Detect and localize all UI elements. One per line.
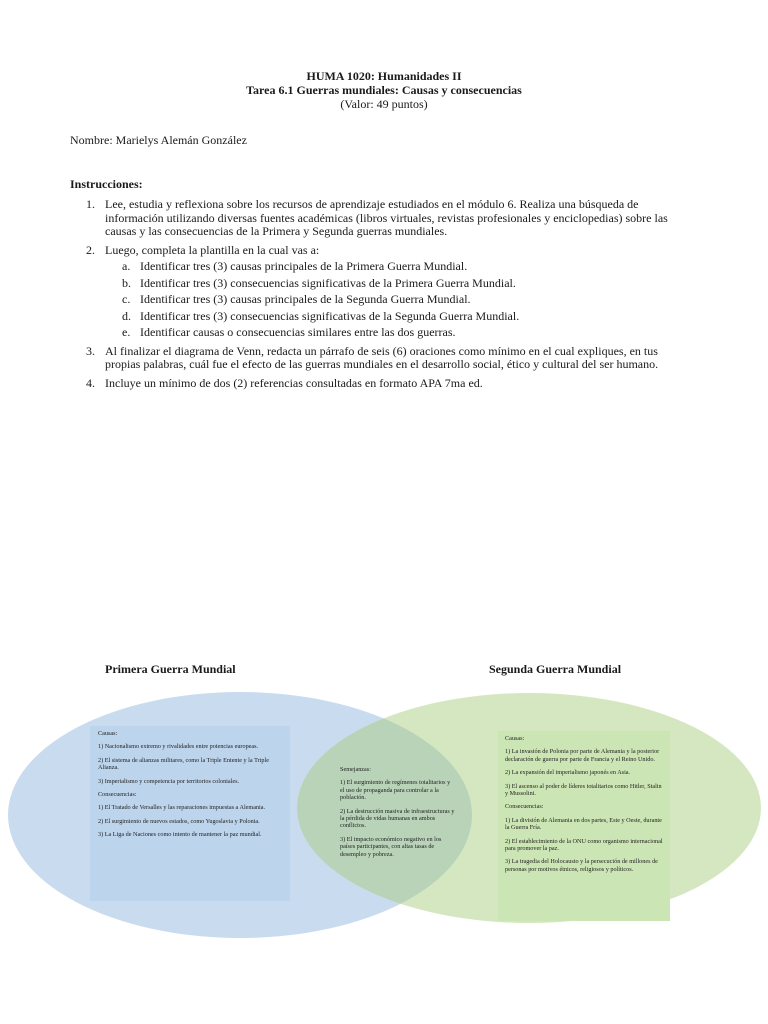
consequence-item: 3) La tragedia del Holocausto y la persecución de millones de personas por motivos étnicos, religiosos y políticos. <box>505 858 658 873</box>
subitem-text: Identificar causas o consecuencias similares entre las dos guerras. <box>140 325 456 339</box>
subitem-text: Identificar tres (3) causas principales de la Primera Guerra Mundial. <box>140 259 468 273</box>
instruction-text: Incluye un mínimo de dos (2) referencias consultadas en formato APA 7ma ed. <box>105 375 483 390</box>
consequences-label: Consecuencias: <box>505 803 544 811</box>
cause-item: 3) Imperialismo y competencia por territorios coloniales. <box>98 777 240 785</box>
venn-right-title: Segunda Guerra Mundial <box>489 662 622 676</box>
subitem-text: Identificar tres (3) consecuencias significativas de la Segunda Guerra Mundial. <box>140 308 520 323</box>
instruction-number: 2. <box>86 242 95 257</box>
consequence-item: 1) El Tratado de Versalles y las reparaciones impuestas a Alemania. <box>98 804 266 812</box>
similarity-item: 3) El impacto económico negativo en los países participantes, con altas tasas de desempleo y pobreza. <box>340 835 442 858</box>
venn-left-title: Primera Guerra Mundial <box>105 662 236 676</box>
consequence-item: 3) La Liga de Naciones como intento de mantener la paz mundial. <box>98 831 262 839</box>
subitem-letter: e. <box>122 325 131 339</box>
similarity-item: 2) La destrucción masiva de infraestructuras y la pérdida de vidas humanas en ambos conflictos. <box>340 807 455 830</box>
consequence-item: 2) El establecimiento de la ONU como organismo internacional para promover la paz. <box>505 837 663 853</box>
instruction-text: Al finalizar el diagrama de Venn, redacta un párrafo de seis (6) oraciones como mínimo en el cual expliques, en tus propias palabras, cuál fue el efecto de las guerras mundiales en el desarrollo social, ético y cultural del ser humano. <box>105 343 659 371</box>
cause-item: 1) La invasión de Polonia por parte de Alemania y la posterior declaración de guerra por parte de Francia y el Reino Unido. <box>505 748 660 763</box>
task-title: Tarea 6.1 Guerras mundiales: Causas y consecuencias <box>246 83 522 97</box>
subitem-letter: b. <box>122 275 131 290</box>
cause-item: 1) Nacionalismo extremo y rivalidades entre potencias europeas. <box>98 743 259 751</box>
instruction-number: 4. <box>86 375 95 390</box>
cause-item: 2) La expansión del imperialismo japonés en Asia. <box>505 769 631 777</box>
cause-item: 2) El sistema de alianzas militares, como la Triple Entente y la Triple Alianza. <box>98 756 269 772</box>
subitem-text: Identificar tres (3) causas principales de la Segunda Guerra Mundial. <box>140 292 471 306</box>
cause-item: 3) El ascenso al poder de líderes totalitarios como Hitler, Stalin y Mussolini. <box>505 782 662 798</box>
subitem-letter: d. <box>122 308 131 323</box>
subitem-text: Identificar tres (3) consecuencias significativas de la Primera Guerra Mundial. <box>140 275 516 290</box>
subitem-letter: c. <box>122 292 131 306</box>
consequence-item: 2) El surgimiento de nuevos estados, como Yugoslavia y Polonia. <box>98 817 260 825</box>
student-name: Nombre: Marielys Alemán González <box>70 133 247 147</box>
instructions-title: Instrucciones: <box>70 177 143 191</box>
first-war-box <box>90 726 290 901</box>
course-title: HUMA 1020: Humanidades II <box>306 69 462 83</box>
consequences-label: Consecuencias: <box>98 791 137 799</box>
consequence-item: 1) La división de Alemania en dos partes, Este y Oeste, durante la Guerra Fría. <box>505 816 662 832</box>
instruction-text: Luego, completa la plantilla en la cual vas a: <box>105 242 320 257</box>
second-war-box <box>498 731 670 921</box>
similarities-label: Semejanzas: <box>340 766 371 773</box>
similarities-box <box>334 764 462 884</box>
instruction-text: Lee, estudia y reflexiona sobre los recursos de aprendizaje estudiados en el módulo 6. Realiza una búsqueda de información utilizando diversas fuentes académicas (libros virtuales, revistas profesionales y enciclopedias) sobre las causas y las consecuencias de la Primera y Segunda guerras mundiales. <box>105 197 668 238</box>
subitem-letter: a. <box>122 259 131 273</box>
instruction-number: 3. <box>86 343 95 358</box>
causes-label: Causas: <box>505 735 525 742</box>
task-value: (Valor: 49 puntos) <box>340 97 428 111</box>
similarity-item: 1) El surgimiento de regímenes totalitarios y el uso de propaganda para controlar a la población. <box>340 779 451 802</box>
causes-label: Causas: <box>98 730 118 737</box>
instruction-number: 1. <box>86 197 95 211</box>
